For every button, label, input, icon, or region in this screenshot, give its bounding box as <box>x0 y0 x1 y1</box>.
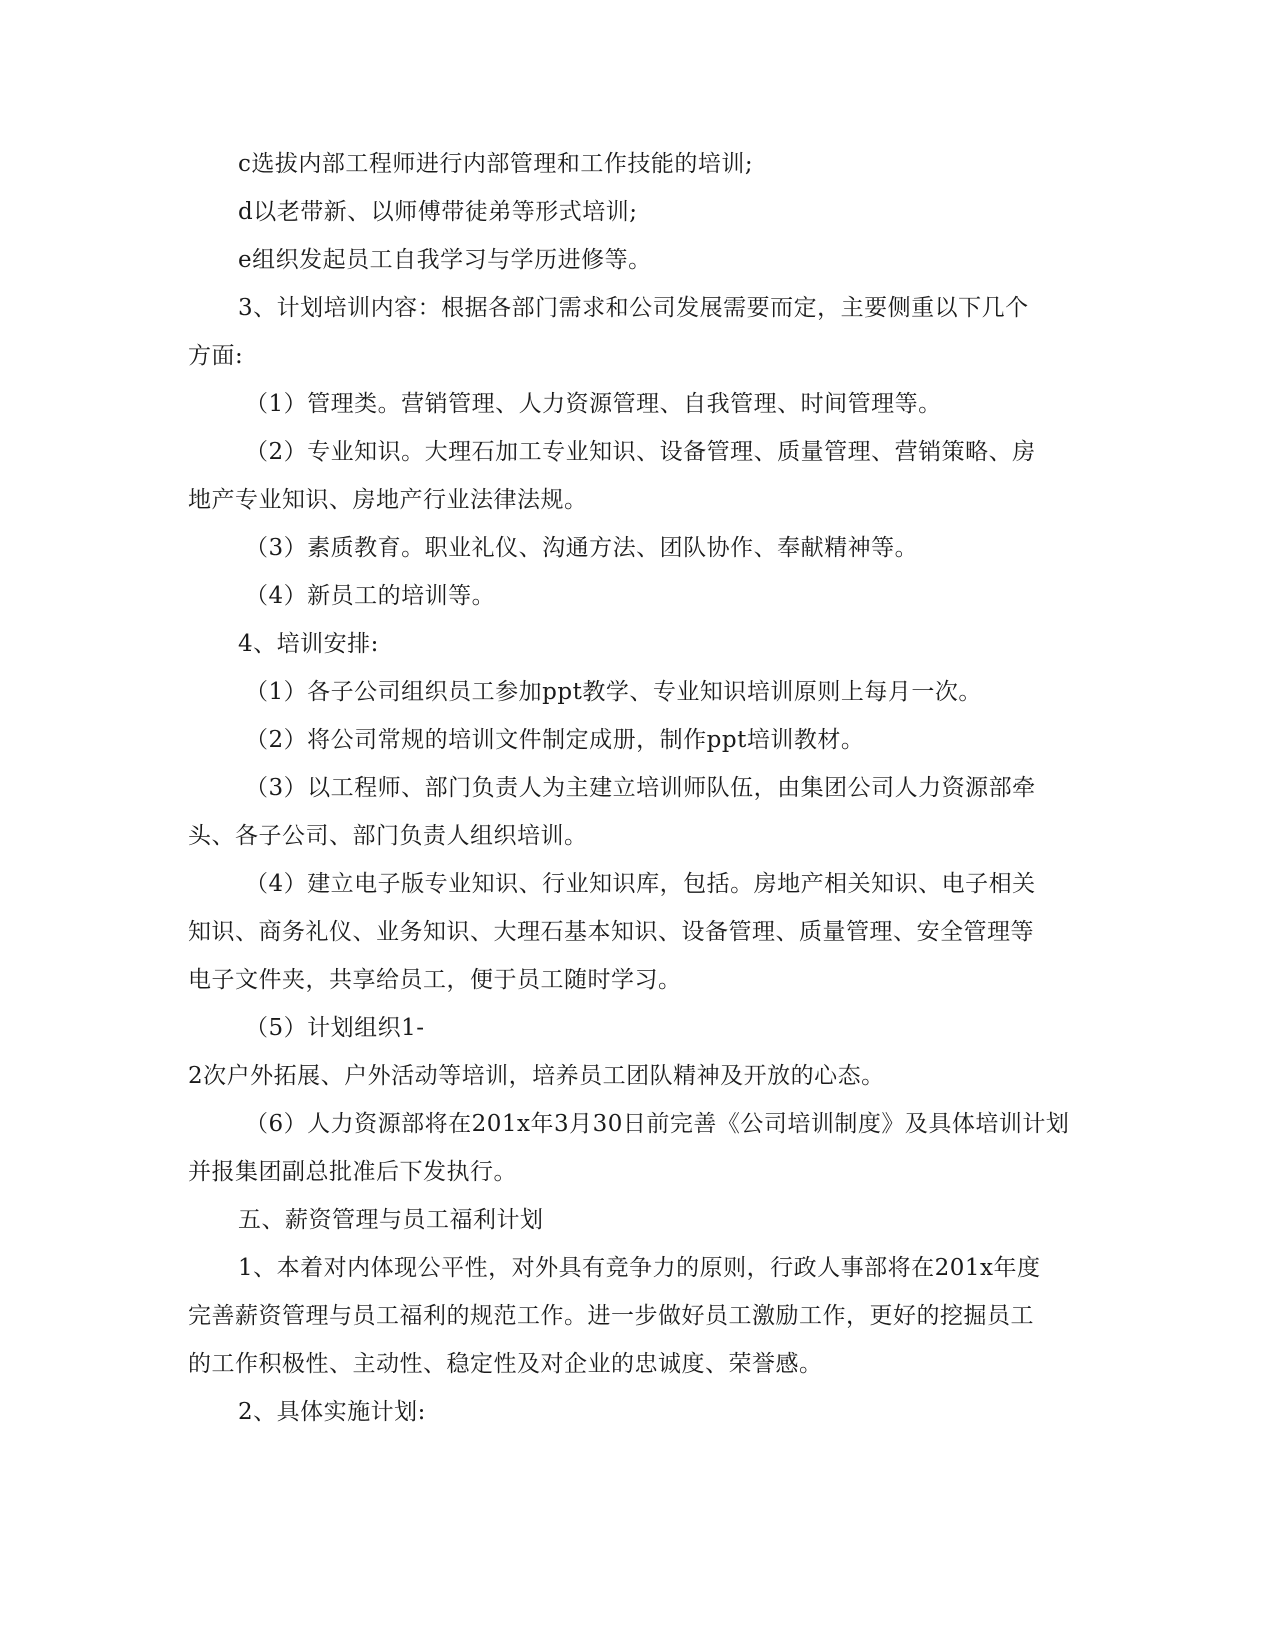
section-5-item-1-line-3: 的工作积极性、主动性、稳定性及对企业的忠诚度、荣誉感。 <box>188 1351 823 1377</box>
section-5-item-1-line-2: 完善薪资管理与员工福利的规范工作。进一步做好员工激励工作，更好的挖掘员工 <box>188 1303 1034 1329</box>
section-4-item-4-line-3: 电子文件夹，共享给员工，便于员工随时学习。 <box>188 967 682 993</box>
section-4-item-4-line-1: （4）建立电子版专业知识、行业知识库，包括。房地产相关知识、电子相关 <box>245 871 1036 897</box>
section-3-item-2-line-2: 地产专业知识、房地产行业法律法规。 <box>188 487 588 513</box>
section-4-item-3-line-1: （3）以工程师、部门负责人为主建立培训师队伍，由集团公司人力资源部牵 <box>245 775 1036 801</box>
paragraph-line-e: e组织发起员工自我学习与学历进修等。 <box>238 247 652 273</box>
paragraph-line-c: c选拔内部工程师进行内部管理和工作技能的培训; <box>238 151 754 177</box>
section-4-item-3-line-2: 头、各子公司、部门负责人组织培训。 <box>188 823 588 849</box>
section-5-item-2: 2、具体实施计划: <box>238 1399 426 1425</box>
section-4-item-6-line-2: 并报集团副总批准后下发执行。 <box>188 1159 517 1185</box>
section-3-line-1: 3、计划培训内容：根据各部门需求和公司发展需要而定，主要侧重以下几个 <box>238 295 1029 321</box>
section-3-item-2-line-1: （2）专业知识。大理石加工专业知识、设备管理、质量管理、营销策略、房 <box>245 439 1036 465</box>
section-5-heading: 五、薪资管理与员工福利计划 <box>238 1207 544 1233</box>
section-4-heading: 4、培训安排: <box>238 631 379 657</box>
section-3-line-2: 方面: <box>188 343 244 369</box>
section-3-item-3: （3）素质教育。职业礼仪、沟通方法、团队协作、奉献精神等。 <box>245 535 919 561</box>
section-4-item-5-line-1: （5）计划组织1- <box>245 1015 425 1041</box>
section-3-item-1: （1）管理类。营销管理、人力资源管理、自我管理、时间管理等。 <box>245 391 942 417</box>
document-body <box>188 140 1088 1436</box>
section-3-item-4: （4）新员工的培训等。 <box>245 583 496 609</box>
section-4-item-4-line-2: 知识、商务礼仪、业务知识、大理石基本知识、设备管理、质量管理、安全管理等 <box>188 919 1034 945</box>
section-4-item-1: （1）各子公司组织员工参加ppt教学、专业知识培训原则上每月一次。 <box>245 679 982 705</box>
section-5-item-1-line-1: 1、本着对内体现公平性，对外具有竞争力的原则，行政人事部将在201x年度 <box>238 1255 1041 1281</box>
paragraph-line-d: d以老带新、以师傅带徒弟等形式培训; <box>238 199 638 225</box>
section-4-item-5-line-2: 2次户外拓展、户外活动等培训，培养员工团队精神及开放的心态。 <box>188 1063 885 1089</box>
section-4-item-6-line-1: （6）人力资源部将在201x年3月30日前完善《公司培训制度》及具体培训计划 <box>245 1111 1070 1137</box>
section-4-item-2: （2）将公司常规的培训文件制定成册，制作ppt培训教材。 <box>245 727 865 753</box>
